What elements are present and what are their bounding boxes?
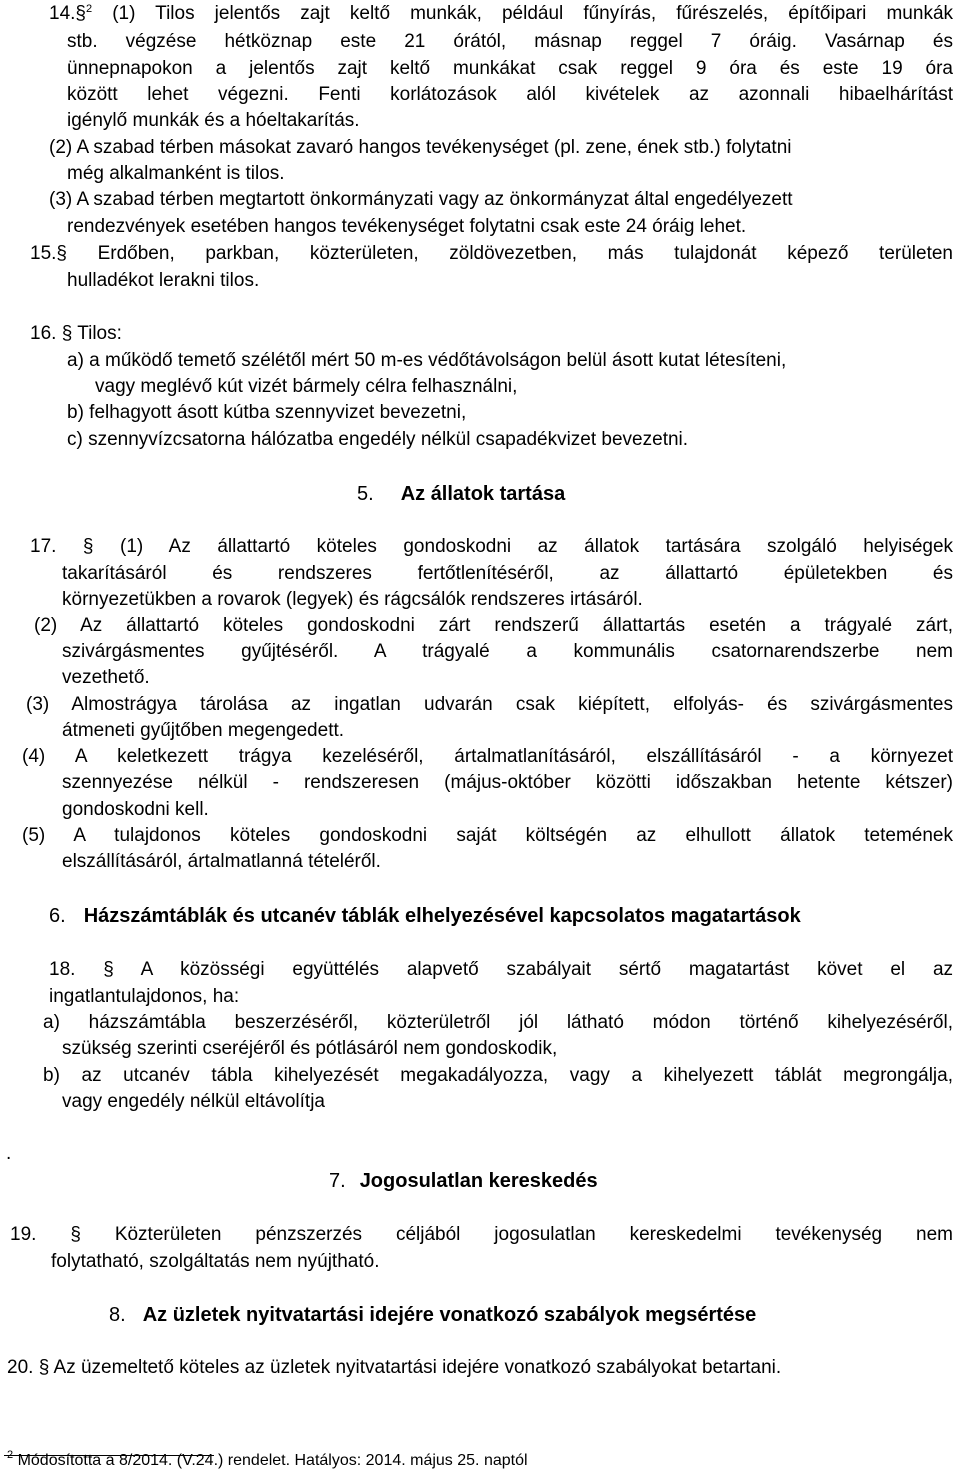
paragraph-14-subsection-3-line-1: (3) A szabad térben megtartott önkormányzati vagy az önkormányzat által engedélyezett xyxy=(49,189,793,210)
paragraph-16-item-a-line-2: vagy meglévő kút vizét bármely célra felhasználni, xyxy=(95,376,518,397)
chapter-number: 6. xyxy=(49,905,66,927)
paragraph-14-subsection-3-line-2: rendezvények esetében hangos tevékenységet folytatni csak este 24 óráig lehet. xyxy=(67,216,747,237)
paragraph-20-line-1: 20. § Az üzemeltető köteles az üzletek nyitvatartási idejére vonatkozó szabályokat betartani. xyxy=(7,1357,782,1378)
chapter-number: 8. xyxy=(109,1304,126,1326)
section-number-15: 15. xyxy=(30,243,57,264)
paragraph-14-line-4: között lehet végezni. Fenti korlátozások alól kivételek az azonnali hibaelhárítást xyxy=(67,84,953,105)
section-sign: § xyxy=(61,323,73,344)
paragraph-14-subsection-2-line-1: (2) A szabad térben másokat zavaró hangos tevékenységet (pl. zene, ének stb.) folytatni xyxy=(49,137,792,158)
section-number-16: 16. xyxy=(30,323,57,344)
chapter-title: Házszámtáblák és utcanév táblák elhelyezésével kapcsolatos magatartások xyxy=(83,905,801,927)
chapter-heading-8 xyxy=(109,1302,756,1328)
chapter-heading-7 xyxy=(329,1168,598,1194)
section-sign: § xyxy=(75,3,86,24)
paragraph-14-subsection-2-line-2: még alkalmanként is tilos. xyxy=(67,163,285,184)
section-sign: § xyxy=(70,1224,81,1245)
section-sign: § xyxy=(38,1357,50,1378)
paragraph-18-line-2: ingatlantulajdonos, ha: xyxy=(49,986,240,1007)
footnote-reference[interactable]: 2 xyxy=(86,3,93,15)
section-number-19: 19. xyxy=(10,1224,37,1245)
section-number-20: 20. xyxy=(7,1357,34,1378)
paragraph-16-line-1: 16. § Tilos: xyxy=(30,323,122,344)
paragraph-17-subsection-5-line-1: (5) A tulajdonos köteles gondoskodni saját költségén az elhullott állatok tetemének xyxy=(22,825,953,846)
paragraph-17-subsection-2-line-2: szivárgásmentes gyűjtéséről. A trágyalé a kommunális csatornarendszerbe nem xyxy=(62,641,953,662)
paragraph-17-subsection-3-line-2: átmeneti gyűjtőben megengedett. xyxy=(62,720,345,741)
paragraph-17-line-1: 17. § (1) Az állattartó köteles gondoskodni az állatok tartására szolgáló helyiségek xyxy=(30,536,954,557)
paragraph-17-line-2: takarításáról és rendszeres fertőtlenítéséről, az állattartó épületekben és xyxy=(62,563,953,584)
paragraph-14-line-5: igénylő munkák és a hóeltakarítás. xyxy=(67,110,360,131)
section-number-18: 18. xyxy=(49,959,76,980)
paragraph-17-subsection-4-line-3: gondoskodni kell. xyxy=(62,799,209,820)
paragraph-17-line-3: környezetükben a rovarok (legyek) és rágcsálók rendszeres irtásáról. xyxy=(62,589,643,610)
paragraph-17-subsection-4-line-2: szennyezése nélkül - rendszeresen (május-október közötti időszakban hetente kétszer) xyxy=(62,772,953,793)
chapter-number: 5. xyxy=(357,483,374,505)
stray-dot: . xyxy=(6,1143,12,1164)
chapter-title: Az állatok tartása xyxy=(400,483,566,505)
paragraph-17-subsection-5-line-2: elszállításáról, ártalmatlanná tételéről. xyxy=(62,851,381,872)
paragraph-18-line-1: 18. § A közösségi együttélés alapvető szabályait sértő magatartást követ el az xyxy=(49,959,954,980)
section-number-14: 14. xyxy=(49,3,76,24)
paragraph-14-line-3: ünnepnapokon a jelentős zajt keltő munkákat csak reggel 9 óra és este 19 óra xyxy=(67,58,953,79)
section-sign: § xyxy=(56,243,67,264)
chapter-heading-6 xyxy=(49,903,801,929)
chapter-number: 7. xyxy=(329,1170,346,1192)
chapter-title: Jogosulatlan kereskedés xyxy=(359,1170,598,1192)
paragraph-18-item-a-line-1: a) házszámtábla beszerzéséről, közterületről jól látható módon történő kihelyezéséről, xyxy=(43,1012,953,1033)
section-sign: § xyxy=(82,536,94,557)
paragraph-19-line-2: folytatható, szolgáltatás nem nyújtható. xyxy=(51,1251,380,1272)
section-sign: § xyxy=(103,959,114,980)
paragraph-15-line-1: 15.§ Erdőben, parkban, közterületen, zöldövezetben, más tulajdonát képező területen xyxy=(30,243,954,264)
paragraph-17-subsection-3-line-1: (3) Almostrágya tárolása az ingatlan udvarán csak kiépített, elfolyás- és szivárgásmentes xyxy=(26,694,953,715)
paragraph-15-line-2: hulladékot lerakni tilos. xyxy=(67,270,260,291)
paragraph-17-subsection-4-line-1: (4) A keletkezett trágya kezeléséről, ártalmatlanításáról, elszállításáról - a környezet xyxy=(22,746,953,767)
paragraph-18-item-b-line-2: vagy engedély nélkül eltávolítja xyxy=(62,1091,326,1112)
paragraph-19-line-1: 19. § Közterületen pénzszerzés céljából jogosulatlan kereskedelmi tevékenység nem xyxy=(10,1224,953,1245)
paragraph-16-item-c: c) szennyvízcsatorna hálózatba engedély nélkül csapadékvizet bevezetni. xyxy=(67,429,689,450)
section-number-17: 17. xyxy=(30,536,57,557)
paragraph-14-line-1: 14.§$^2$ (1) Tilos jelentős zajt keltő munkák, például fűnyírás, fűrészelés, építőipari munkák xyxy=(49,3,954,24)
paragraph-16-item-a-line-1: a) a működő temető szélétől mért 50 m-es védőtávolságon belül ásott kutat létesíteni, xyxy=(67,350,787,371)
chapter-title: Az üzletek nyitvatartási idejére vonatkozó szabályok megsértése xyxy=(142,1304,757,1326)
paragraph-16-item-b: b) felhagyott ásott kútba szennyvizet bevezetni, xyxy=(67,402,467,423)
paragraph-17-subsection-2-line-3: vezethető. xyxy=(62,667,150,688)
paragraph-14-line-2: stb. végzése hétköznap este 21 órától, másnap reggel 7 óráig. Vasárnap és xyxy=(67,31,953,52)
chapter-heading-5 xyxy=(357,481,565,507)
footnote-text: Módosította a 8/2014. (V.24.) rendelet. Hatályos: 2014. május 25. naptól xyxy=(17,1452,528,1469)
paragraph-17-subsection-2-line-1: (2) Az állattartó köteles gondoskodni zárt rendszerű állattartás esetén a trágyalé zárt, xyxy=(34,615,953,636)
footnote-mark: 2 xyxy=(7,1449,14,1461)
footnote xyxy=(7,1448,528,1474)
paragraph-18-item-b-line-1: b) az utcanév tábla kihelyezését megakadályozza, vagy a kihelyezett táblát megrongálja, xyxy=(43,1065,953,1086)
paragraph-18-item-a-line-2: szükség szerinti cseréjéről és pótlásáról nem gondoskodik, xyxy=(62,1038,558,1059)
